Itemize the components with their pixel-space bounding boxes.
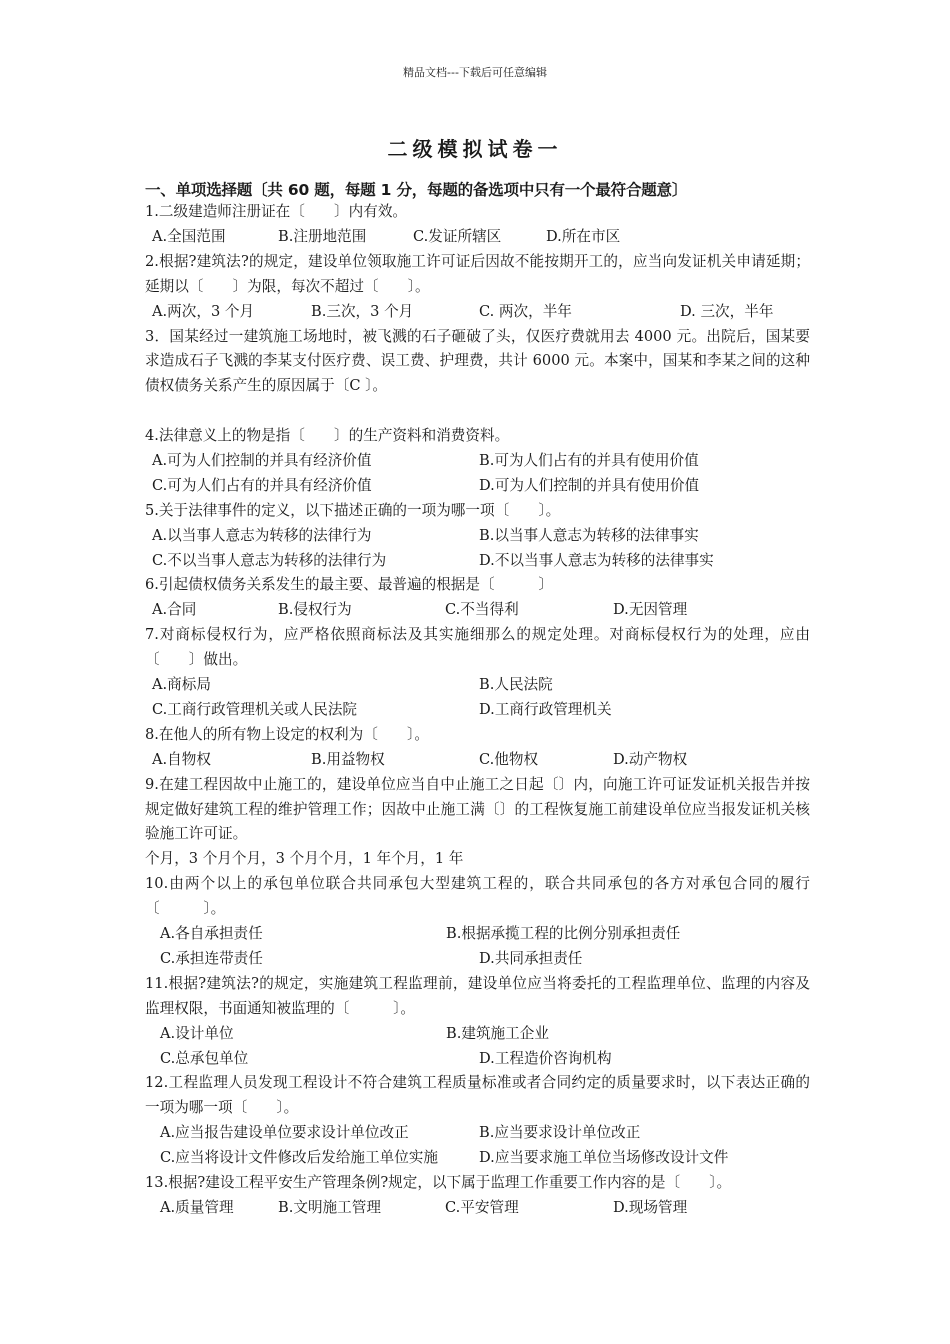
option-d: D.现场管理 <box>613 1198 688 1216</box>
question-stem: 2.根据?建筑法?的规定，建设单位领取施工许可证后因故不能按期开工的，应当向发证机关申请延期；延期以〔 〕为限，每次不超过〔 〕。 <box>145 252 810 295</box>
option-b: B.三次，3 个月 <box>311 302 414 320</box>
option-b: B.文明施工管理 <box>278 1198 381 1216</box>
option-d: D.无因管理 <box>613 601 688 619</box>
option-a: A.合同 <box>152 601 197 619</box>
page-header: 精品文档---下载后可任意编辑 <box>403 66 547 79</box>
option-row <box>145 225 810 250</box>
question-stem: 5.关于法律事件的定义，以下描述正确的一项为哪一项〔 〕。 <box>145 501 561 519</box>
option-row <box>145 300 810 325</box>
option-a: A.设计单位 <box>160 1024 234 1042</box>
option-d: D.不以当事人意志为转移的法律事实 <box>479 551 714 569</box>
option-d: D.工程造价咨询机构 <box>479 1049 612 1067</box>
exam-title: 二级模拟试卷一 <box>387 137 563 161</box>
option-c: C.可为人们占有的并具有经济价值 <box>152 476 372 494</box>
option-c: C.发证所辖区 <box>413 227 502 245</box>
answer-options-line: 个月，3 个月个月，3 个月个月，1 年个月，1 年 <box>145 850 464 868</box>
option-b: B.可为人们占有的并具有使用价值 <box>479 452 699 470</box>
question-stem: 10.由两个以上的承包单位联合共同承包大型建筑工程的，联合共同承包的各方对承包合同的履行〔 〕。 <box>145 875 810 918</box>
option-a: A.自物权 <box>152 750 211 768</box>
option-b: B.根据承揽工程的比例分别承担责任 <box>446 925 681 943</box>
option-c: C.不以当事人意志为转移的法律行为 <box>152 551 387 569</box>
question-list <box>145 200 810 1221</box>
option-b: B.人民法院 <box>479 676 553 694</box>
option-row <box>145 449 810 474</box>
option-row <box>145 549 810 574</box>
option-a: A.以当事人意志为转移的法律行为 <box>152 526 372 544</box>
option-a: A.应当报告建设单位要求设计单位改正 <box>160 1124 409 1142</box>
question-stem: 8.在他人的所有物上设定的权利为〔 〕。 <box>145 725 429 743</box>
option-row <box>145 748 810 773</box>
option-c: C. 两次，半年 <box>479 302 572 320</box>
option-c: C.应当将设计文件修改后发给施工单位实施 <box>160 1149 438 1167</box>
option-c: C.他物权 <box>479 750 539 768</box>
option-a: A.各自承担责任 <box>160 925 263 943</box>
option-b: B.侵权行为 <box>278 601 352 619</box>
option-b: B.建筑施工企业 <box>446 1024 549 1042</box>
option-c: C.不当得利 <box>445 601 519 619</box>
option-d: D.共同承担责任 <box>479 950 583 967</box>
option-a: A.可为人们控制的并具有经济价值 <box>152 452 372 470</box>
option-row <box>145 1121 810 1146</box>
option-a: A.两次，3 个月 <box>152 302 255 320</box>
option-a: A.商标局 <box>152 676 211 694</box>
option-row <box>145 922 810 947</box>
option-b: B.应当要求设计单位改正 <box>479 1124 641 1142</box>
option-b: B.以当事人意志为转移的法律事实 <box>479 526 699 544</box>
option-row <box>145 1196 810 1221</box>
blank-line <box>145 399 810 424</box>
question-stem: 6.引起债权债务关系发生的最主要、最普遍的根据是〔 〕 <box>145 576 553 594</box>
option-c: C.总承包单位 <box>160 1049 249 1067</box>
option-c: C.承担连带责任 <box>160 950 263 967</box>
question-stem: 11.根据?建筑法?的规定，实施建筑工程监理前，建设单位应当将委托的工程监理单位、监理的内容及监理权限，书面通知被监理的〔 〕。 <box>145 974 810 1017</box>
option-row <box>145 673 810 698</box>
option-d: D.动产物权 <box>613 750 688 768</box>
question-stem: 12.工程监理人员发现工程设计不符合建筑工程质量标准或者合同约定的质量要求时，以下表达正确的一项为哪一项〔 〕。 <box>145 1074 810 1117</box>
question-stem: 1.二级建造师注册证在〔 〕内有效。 <box>145 203 408 220</box>
option-c: C.工商行政管理机关或人民法院 <box>152 700 358 718</box>
option-d: D. 三次，半年 <box>680 302 774 320</box>
option-d: D.所在市区 <box>546 227 621 245</box>
section-heading: 一、单项选择题〔共 60 题，每题 1 分，每题的备选项中只有一个最符合题意〕 <box>145 181 688 199</box>
option-row <box>145 474 810 499</box>
option-row <box>145 947 810 972</box>
option-d: D.可为人们控制的并具有使用价值 <box>479 476 700 494</box>
option-d: D.工商行政管理机关 <box>479 700 612 718</box>
option-c: C.平安管理 <box>445 1198 519 1216</box>
question-stem: 9.在建工程因故中止施工的，建设单位应当自中止施工之日起〔〕内，向施工许可证发证机关报告并按规定做好建筑工程的维护管理工作；因故中止施工满〔〕的工程恢复施工前建设单位应当报发证机关核验施工许可证。 <box>145 775 810 843</box>
question-stem: 13.根据?建设工程平安生产管理条例?规定，以下属于监理工作重要工作内容的是〔 〕。 <box>145 1174 732 1192</box>
option-row <box>145 1047 810 1072</box>
question-stem: 3．国某经过一建筑施工场地时，被飞溅的石子砸破了头，仅医疗费就用去 4000 元。出院后，国某要求造成石子飞溅的李某支付医疗费、误工费、护理费，共计 6000 元。本案中，国某和李某之间的这种债权债务关系产生的原因属于〔C 〕。 <box>145 327 810 395</box>
question-stem: 7.对商标侵权行为，应严格依照商标法及其实施细那么的规定处理。对商标侵权行为的处理，应由〔 〕做出。 <box>145 626 810 669</box>
question-stem: 4.法律意义上的物是指〔 〕的生产资料和消费资料。 <box>145 427 510 445</box>
option-b: B.用益物权 <box>311 750 385 768</box>
option-a: A.全国范围 <box>152 227 226 245</box>
option-row <box>145 1022 810 1047</box>
option-a: A.质量管理 <box>160 1198 234 1216</box>
option-row <box>145 698 810 723</box>
option-d: D.应当要求施工单位当场修改设计文件 <box>479 1149 729 1167</box>
option-row <box>145 598 810 623</box>
option-row <box>145 524 810 549</box>
option-b: B.注册地范围 <box>278 227 367 245</box>
option-row <box>145 1146 810 1171</box>
